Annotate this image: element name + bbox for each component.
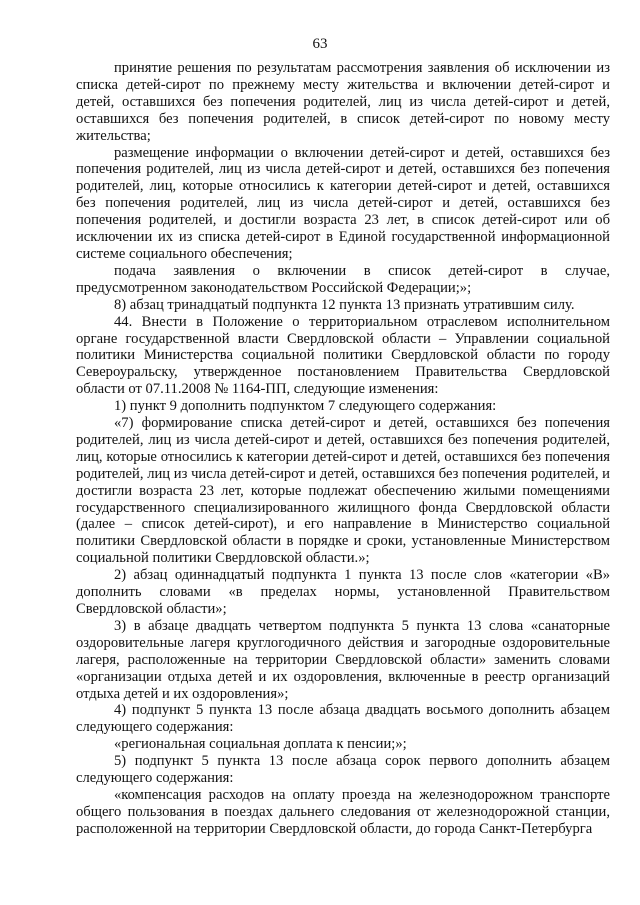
- page-number: 63: [312, 36, 328, 52]
- paragraph: «региональная социальная доплата к пенсии;»;: [114, 736, 407, 753]
- paragraph: «компенсация расходов на оплату проезда на железнодорожном транспорте общего пользования в поездах дальнего следования от железнодорожной станции, расположенной на территории Свердловской области, до города Санкт-Петербурга: [76, 786, 610, 837]
- paragraph: размещение информации о включении детей-сирот и детей, оставшихся без попечения родителей, лиц из числа детей-сирот и детей, оставшихся без попечения родителей, лиц, которые относились к категории детей-сирот и детей, оставшихся без попечения родителей, лиц из числа детей-сирот и детей, оставшихся без попечения родителей, и достигли возраста 23 лет, в список детей-сирот или об исключении их из списка детей-сирот в Единой государственной информационной системе социального обеспечения;: [76, 144, 610, 262]
- paragraph: 4) подпункт 5 пункта 13 после абзаца двадцать восьмого дополнить абзацем следующего содержания:: [76, 702, 610, 736]
- paragraph: «7) формирование списка детей-сирот и детей, оставшихся без попечения родителей, лиц из числа детей-сирот и детей, оставшихся без попечения родителей, лиц, которые относились к категории детей-сирот и детей, оставшихся без попечения родителей, лиц из числа детей-сирот и детей, оставшихся без попечения родителей, и достигли возраста 23 лет, которые подлежат обеспечению жилыми помещениями государственного специализированного жилищного фонда Свердловской области (далее – список детей-сирот), и его направление в Министерство социальной политики Свердловской области в порядке и сроки, установленные Министерством социальной политики Свердловской области.»;: [76, 415, 610, 567]
- paragraph: 5) подпункт 5 пункта 13 после абзаца сорок первого дополнить абзацем следующего содержания:: [76, 753, 610, 787]
- paragraph: принятие решения по результатам рассмотрения заявления об исключении из списка детей-сирот по прежнему месту жительства и включении детей-сирот и детей, оставшихся без попечения родителей, лиц из числа детей-сирот и детей, оставшихся без попечения родителей, в список детей-сирот по новому месту жительства;: [76, 60, 610, 144]
- document-body: [76, 60, 610, 838]
- paragraph: 8) абзац тринадцатый подпункта 12 пункта 13 признать утратившим силу.: [114, 296, 575, 313]
- paragraph: 1) пункт 9 дополнить подпунктом 7 следующего содержания:: [114, 398, 497, 415]
- paragraph: 2) абзац одиннадцатый подпункта 1 пункта 13 после слов «категории «В» дополнить словами «в пределах нормы, установленной Правительством Свердловской области»;: [76, 567, 610, 617]
- paragraph: 3) в абзаце двадцать четвертом подпункта 5 пункта 13 слова «санаторные оздоровительные лагеря круглогодичного действия и загородные оздоровительные лагеря, расположенные на территории Свердловской области» заменить словами «организации отдыха детей и их оздоровления, включенные в реестр организаций отдыха детей и их оздоровления»;: [76, 617, 610, 702]
- paragraph: подача заявления о включении в список детей-сирот в случае, предусмотренном законодательством Российской Федерации;»;: [76, 262, 610, 296]
- paragraph: 44. Внести в Положение о территориальном отраслевом исполнительном органе государственной власти Свердловской области – Управлении социальной политики Министерства социальной политики Свердловской области по городу Североуральску, утвержденное постановлением Правительства Свердловской области от 07.11.2008 № 1164-ПП, следующие изменения:: [76, 313, 610, 398]
